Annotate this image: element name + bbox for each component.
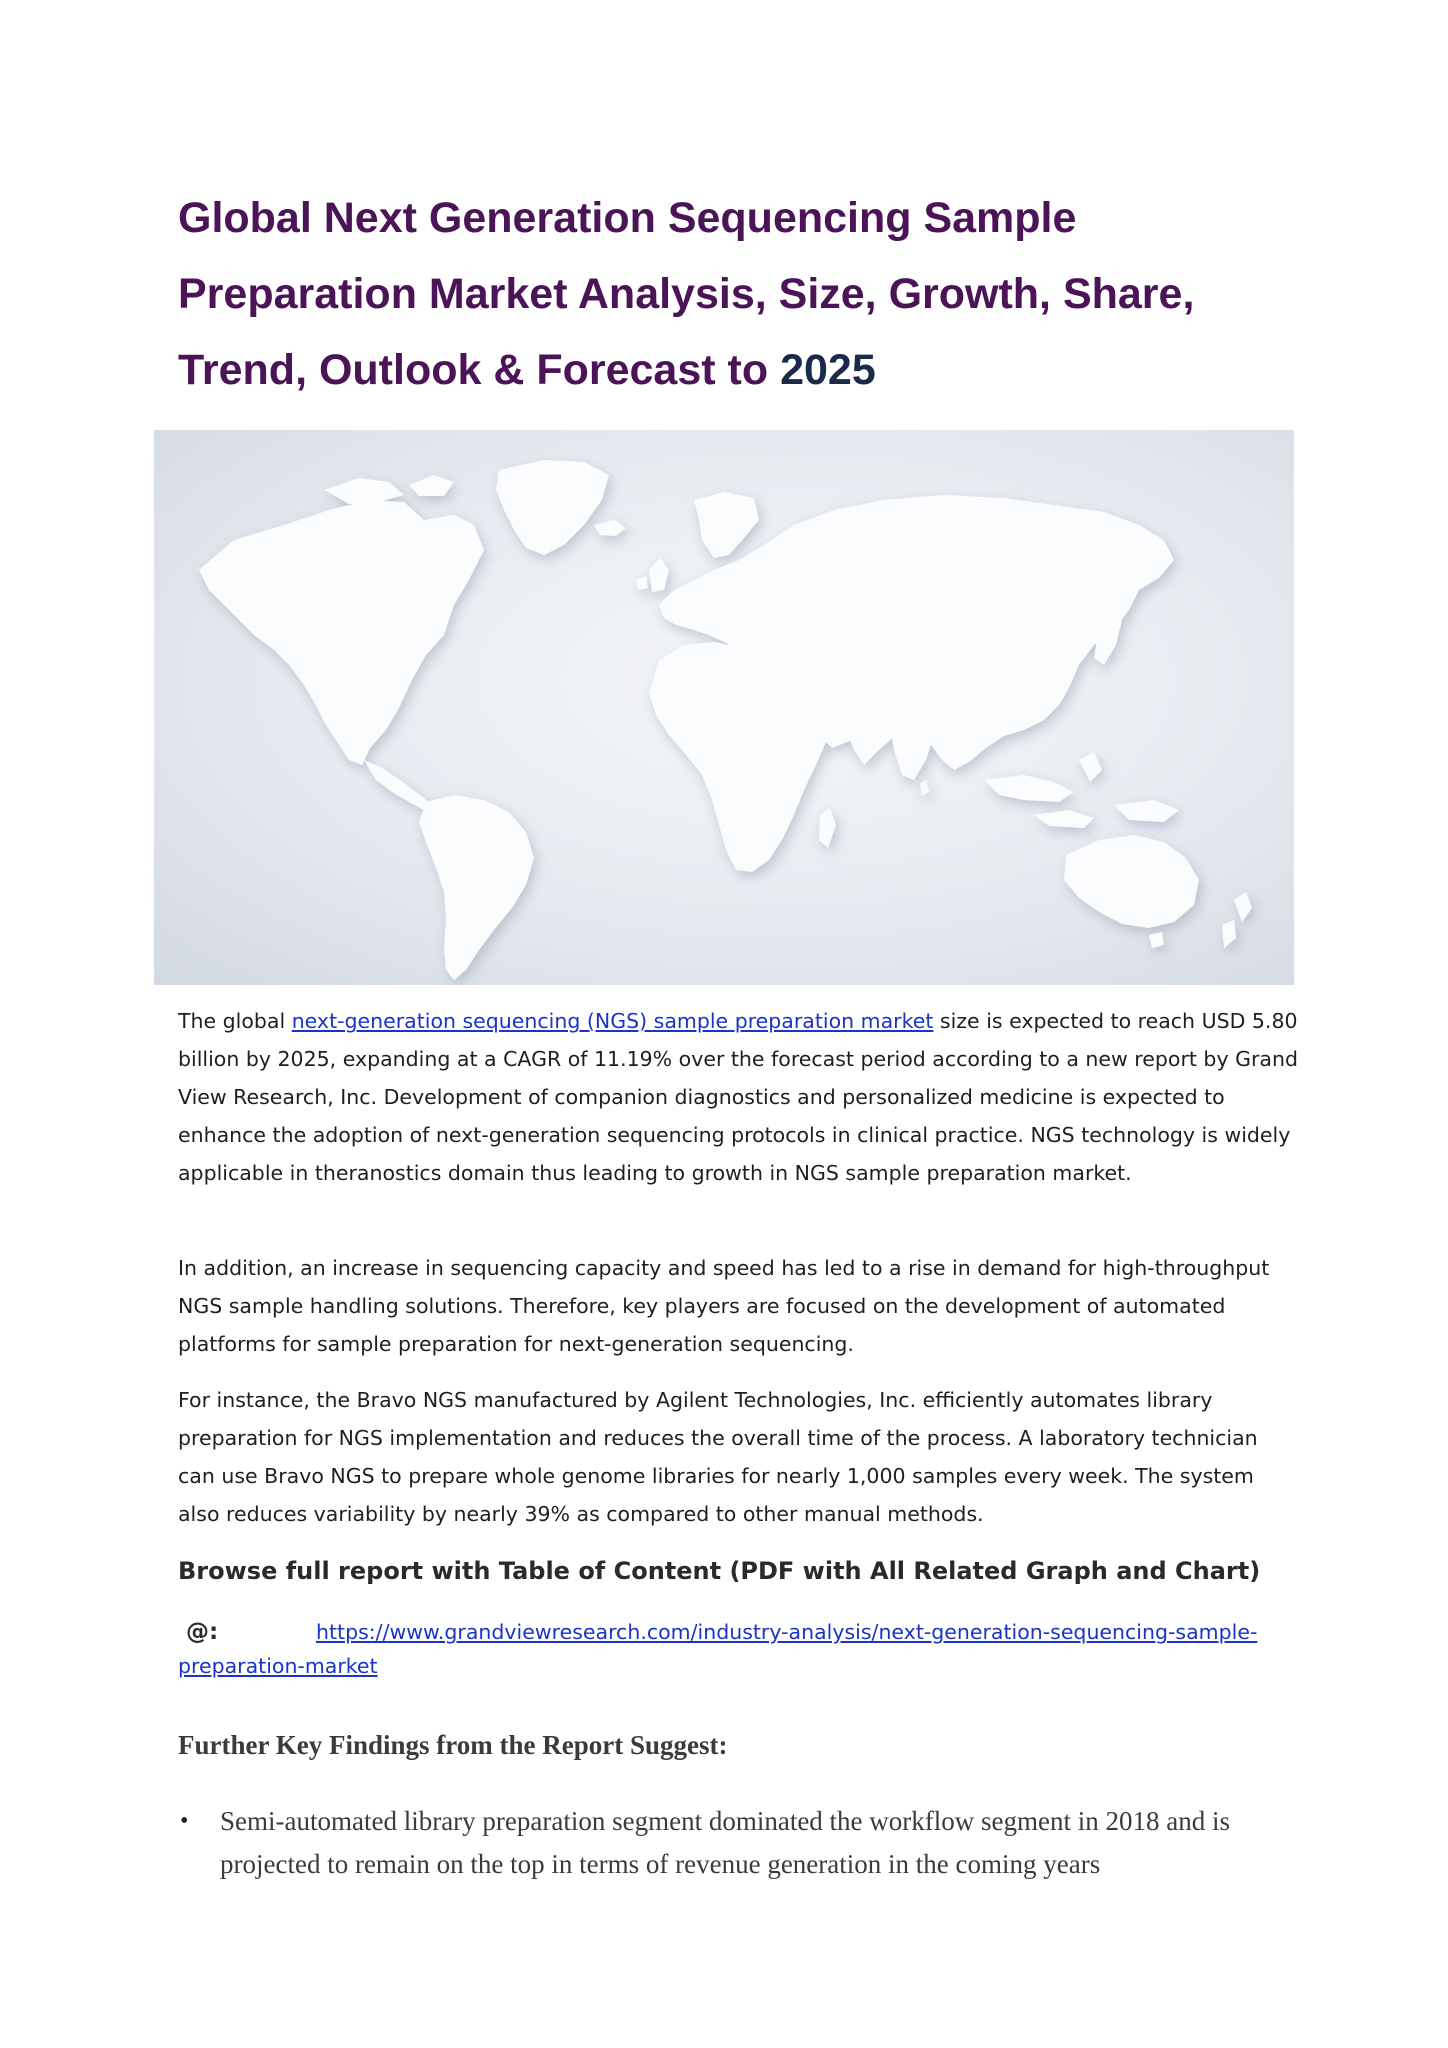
bravo-ngs-paragraph: For instance, the Bravo NGS manufactured by Agilent Technologies, Inc. efficiently automates library preparation for NGS implementation and reduces the overall time of the process. A laboratory technician can use Bravo NGS to prepare whole genome libraries for nearly 1,000 samples every week. The system also reduces variability by nearly 39% as compared to other manual methods. <box>178 1388 1258 1526</box>
report-url-block <box>178 1615 1298 1683</box>
title-text: Global Next Generation Sequencing Sample Preparation Market Analysis, Size, Growth, Share, Trend, Outlook & Forecast to <box>178 194 1195 394</box>
key-findings-list <box>178 1800 1298 1886</box>
greenland-shape <box>496 460 609 555</box>
list-item <box>178 1800 1298 1886</box>
key-findings-heading: Further Key Findings from the Report Suggest: <box>178 1730 728 1760</box>
bullet-icon: • <box>180 1808 189 1834</box>
finding-text: Semi-automated library preparation segment dominated the workflow segment in 2018 and is projected to remain on the top in terms of revenue generation in the coming years <box>220 1806 1230 1879</box>
intro-prefix: The global <box>178 1009 292 1033</box>
intro-suffix: size is expected to reach USD 5.80 billion by 2025, expanding at a CAGR of 11.19% over the forecast period according to a new report by Grand View Research, Inc. Development of companion diagnostics and personalized medicine is expected to enhance the adoption of next-generation sequencing protocols in clinical practice. NGS technology is widely applicable in theranostics domain thus leading to growth in NGS sample preparation market. <box>178 1009 1298 1185</box>
world-map-image <box>154 430 1294 985</box>
page-title <box>178 180 1308 408</box>
intro-paragraph <box>178 1002 1298 1192</box>
south-america-shape <box>419 795 534 980</box>
world-map-icon <box>154 430 1294 985</box>
market-report-link[interactable]: next-generation sequencing (NGS) sample preparation market <box>291 1009 934 1033</box>
north-america-shape <box>199 500 484 765</box>
australia-shape <box>1064 835 1199 928</box>
at-label: @: <box>186 1619 219 1645</box>
browse-report-heading: Browse full report with Table of Content (PDF with All Related Graph and Chart) <box>178 1557 1261 1585</box>
report-url-link[interactable]: https://www.grandviewresearch.com/industry-analysis/next-generation-sequencing-sample-preparation-market <box>178 1620 1258 1678</box>
capacity-paragraph: In addition, an increase in sequencing capacity and speed has led to a rise in demand for high-throughput NGS sample handling solutions. Therefore, key players are focused on the development of automated platforms for sample preparation for next-generation sequencing. <box>178 1256 1270 1356</box>
title-year: 2025 <box>780 346 876 394</box>
